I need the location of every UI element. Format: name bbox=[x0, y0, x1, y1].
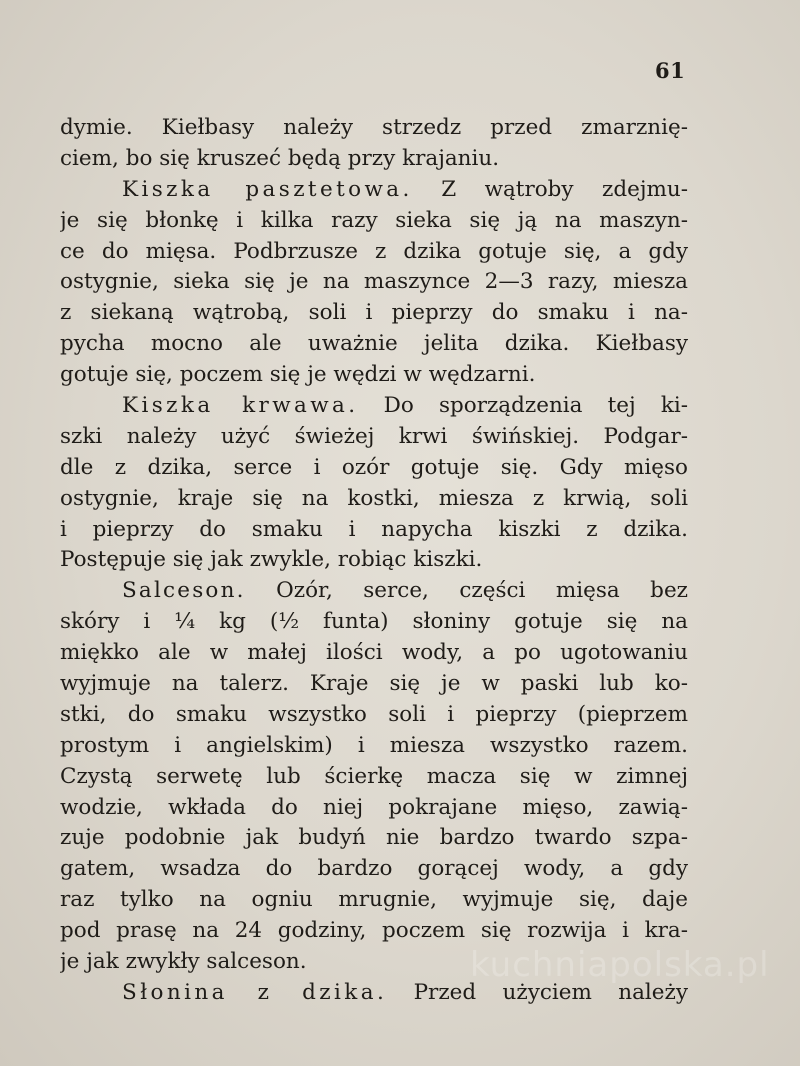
text-line: skóry i ¼ kg (½ funta) słoniny gotuje się na bbox=[60, 609, 688, 635]
text-line: szki należy użyć świeżej krwi świńskiej. Podgar- bbox=[60, 423, 688, 449]
recipe-title-slonina-z-dzika: Słonina z dzika. bbox=[122, 979, 388, 1005]
text-fragment: Do sporządzenia tej ki- bbox=[358, 393, 688, 419]
text-line: miękko ale w małej ilości wody, a po ugotowaniu bbox=[60, 640, 688, 666]
page-number: 61 bbox=[655, 58, 686, 83]
text-line: gatem, wsadza do bardzo gorącej wody, a gdy bbox=[60, 856, 688, 882]
text-line: pycha mocno ale uważnie jelita dzika. Kiełbasy bbox=[60, 331, 688, 357]
recipe-title-kiszka-krwawa: Kiszka krwawa. bbox=[122, 393, 359, 419]
text-line: dle z dzika, serce i ozór gotuje się. Gdy mięso bbox=[60, 454, 688, 480]
text-line: prostym i angielskim) i miesza wszystko razem. bbox=[60, 732, 688, 758]
text-line: raz tylko na ogniu mrugnie, wyjmuje się, daje bbox=[60, 887, 688, 913]
text-line: zuje podobnie jak budyń nie bardzo twardo szpa- bbox=[60, 825, 688, 851]
recipe-title-kiszka-pasztetowa: Kiszka pasztetowa. bbox=[122, 176, 413, 202]
text-line: ostygnie, kraje się na kostki, miesza z krwią, soli bbox=[60, 485, 688, 511]
text-line: dymie. Kiełbasy należy strzedz przed zmarznię- bbox=[60, 115, 688, 140]
text-line: gotuje się, poczem się je wędzi w wędzarni. bbox=[60, 362, 536, 388]
text-line: i pieprzy do smaku i napycha kiszki z dzika. bbox=[60, 516, 688, 542]
text-line: stki, do smaku wszystko soli i pieprzy (pieprzem bbox=[60, 701, 688, 727]
watermark: kuchniapolska.pl bbox=[470, 945, 770, 985]
recipe-kiszka-krwawa-line bbox=[60, 391, 688, 422]
text-line: Postępuje się jak zwykle, robiąc kiszki. bbox=[60, 547, 483, 573]
text-line: z siekaną wątrobą, soli i pieprzy do smaku i na- bbox=[60, 300, 688, 326]
text-line: wodzie, wkłada do niej pokrajane mięso, zawią- bbox=[60, 794, 688, 820]
recipe-kiszka-pasztetowa-line bbox=[60, 175, 688, 206]
recipe-title-salceson: Salceson. bbox=[122, 578, 246, 604]
text-line: Czystą serwetę lub ścierkę macza się w zimnej bbox=[60, 763, 688, 789]
text-line: ciem, bo się kruszeć będą przy krajaniu. bbox=[60, 145, 500, 171]
recipe-salceson-line bbox=[60, 576, 688, 607]
text-fragment: Z wątroby zdejmu- bbox=[412, 176, 688, 202]
text-fragment: Ozór, serce, części mięsa bez bbox=[245, 578, 688, 604]
text-line: wyjmuje na talerz. Kraje się je w paski lub ko- bbox=[60, 671, 688, 697]
text-line: je jak zwykły salceson. bbox=[60, 949, 307, 975]
body-text bbox=[60, 113, 688, 1009]
text-line: je się błonkę i kilka razy sieka się ją na maszyn- bbox=[60, 207, 688, 233]
text-line: ce do mięsa. Podbrzusze z dzika gotuje się, a gdy bbox=[60, 238, 688, 264]
text-line: pod prasę na 24 godziny, poczem się rozwija i kra- bbox=[60, 918, 688, 944]
text-line: ostygnie, sieka się je na maszynce 2—3 razy, miesza bbox=[60, 269, 688, 295]
text-fragment: Przed użyciem należy bbox=[387, 979, 688, 1005]
